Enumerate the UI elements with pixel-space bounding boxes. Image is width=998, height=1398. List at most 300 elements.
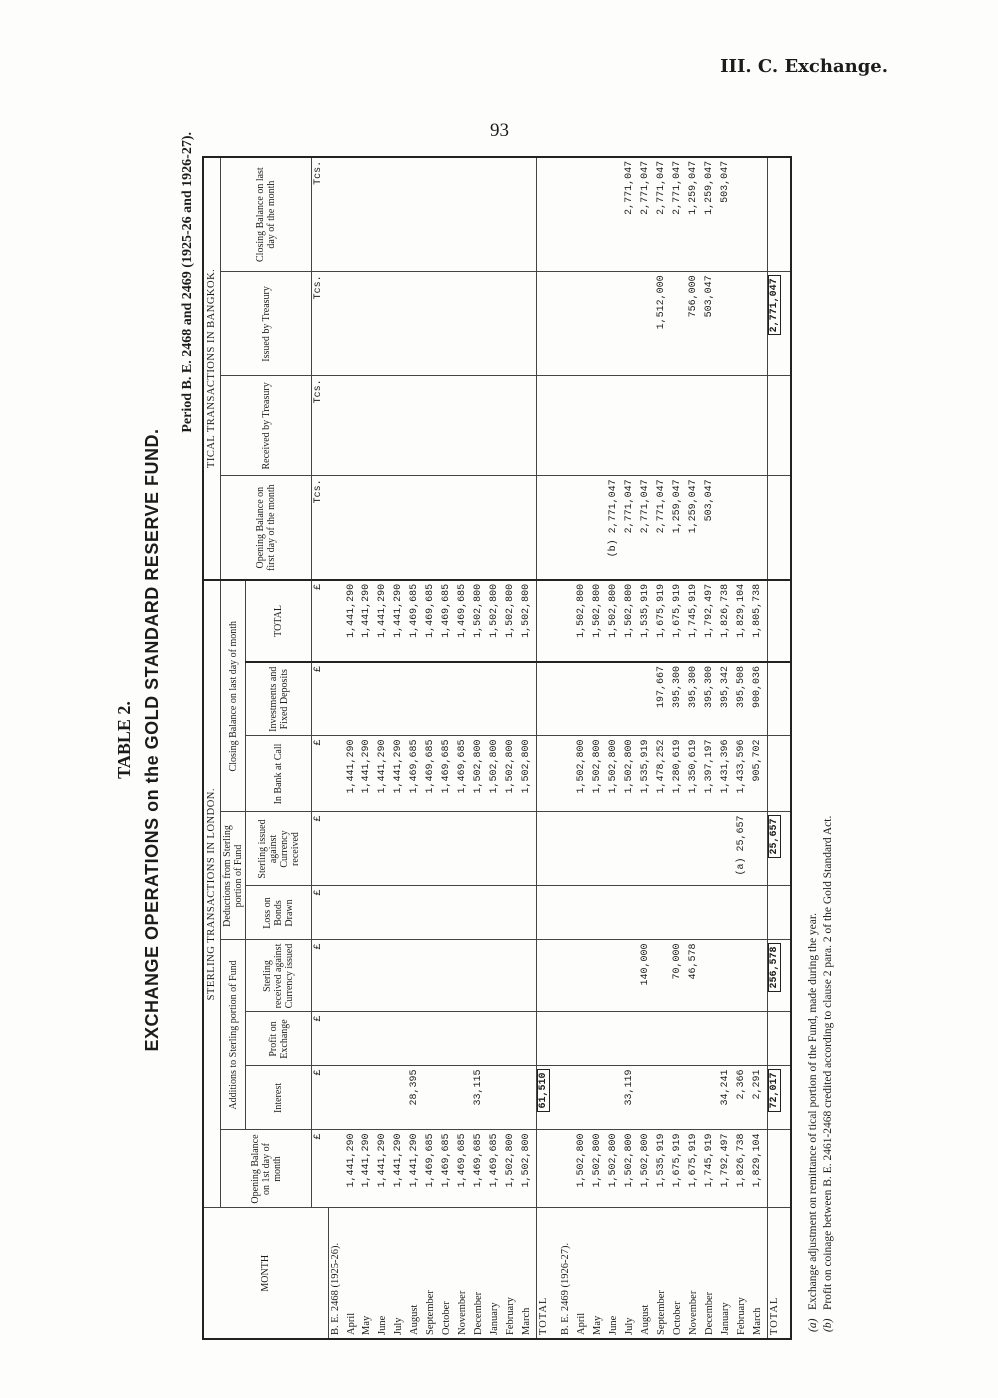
- col-total: TOTAL: [246, 580, 312, 662]
- page-number: 93: [490, 120, 509, 141]
- received-cell: [376, 376, 392, 476]
- month-cell: September: [425, 1290, 437, 1335]
- investments-cell: 395,300: [687, 662, 703, 736]
- profit-cell: [735, 1012, 751, 1066]
- received-cell: [687, 376, 703, 476]
- issued-cell: [591, 272, 607, 376]
- in-bank-cell: 1,469,685: [440, 736, 456, 812]
- investments-cell: 900,036: [751, 662, 768, 736]
- unit-cell: £: [312, 580, 329, 662]
- sterling-issued-cell: [456, 812, 472, 886]
- profit-cell: [607, 1012, 623, 1066]
- tical-opening-cell: 2,771,047: [639, 476, 655, 580]
- col-opening: Opening Balance on 1st day of month: [221, 1130, 312, 1208]
- table-row: [345, 158, 361, 1338]
- sterling-received-cell: [719, 940, 735, 1012]
- profit-cell: [456, 1012, 472, 1066]
- table-row: [623, 158, 639, 1338]
- opening-cell: 1,469,685: [488, 1130, 504, 1208]
- total-row: [537, 158, 560, 1338]
- in-bank-cell: 1,502,800: [520, 736, 537, 812]
- interest-cell: 28,395: [408, 1066, 424, 1130]
- sterling-received-cell: [735, 940, 751, 1012]
- opening-cell: 1,502,800: [607, 1130, 623, 1208]
- total-cell: 1,502,800: [623, 580, 639, 662]
- month-cell: June: [377, 1315, 389, 1335]
- tical-closing-cell: 2,771,047: [639, 158, 655, 272]
- tical-opening-cell: 503,047: [703, 476, 719, 580]
- unit-cell: £: [312, 940, 329, 1012]
- table-row: [575, 158, 591, 1338]
- received-cell: [456, 376, 472, 476]
- interest-cell: [575, 1066, 591, 1130]
- tical-closing-cell: [424, 158, 440, 272]
- col-issued: Issued by Treasury: [221, 272, 312, 376]
- tical-opening-cell: [504, 476, 520, 580]
- period-caption: Period B. E. 2468 and 2469 (1925-26 and 1926-27).: [180, 132, 195, 433]
- loss-cell: [488, 886, 504, 940]
- loss-cell: [504, 886, 520, 940]
- total-cell: 1,502,800: [472, 580, 488, 662]
- interest-cell: [504, 1066, 520, 1130]
- issued-cell: [392, 272, 408, 376]
- sterling-received-cell: [575, 940, 591, 1012]
- interest-cell: [591, 1066, 607, 1130]
- in-bank-cell: 1,441,290: [392, 736, 408, 812]
- col-group-deductions: Deductions from Sterling portion of Fund: [221, 812, 246, 940]
- sterling-issued-cell: [655, 812, 671, 886]
- table-row: [719, 158, 735, 1338]
- loss-cell: [345, 886, 361, 940]
- month-cell: September: [656, 1290, 667, 1335]
- received-cell: [345, 376, 361, 476]
- sterling-received-cell: [751, 940, 768, 1012]
- month-cell: June: [608, 1315, 620, 1335]
- col-month: MONTH: [204, 1208, 328, 1338]
- opening-cell: 1,745,919: [703, 1130, 719, 1208]
- in-bank-cell: 1,441,290: [376, 736, 392, 812]
- profit-cell: [360, 1012, 376, 1066]
- tical-opening-cell: [456, 476, 472, 580]
- opening-cell: 1,502,800: [520, 1130, 537, 1208]
- sterling-issued-cell: [623, 812, 639, 886]
- interest-cell: [488, 1066, 504, 1130]
- col-sterling-issued: Sterling issued against Currency received: [246, 812, 312, 886]
- interest-cell: 2,366: [735, 1066, 751, 1130]
- investments-cell: [408, 662, 424, 736]
- opening-cell: 1,441,290: [408, 1130, 424, 1208]
- tical-opening-cell: [376, 476, 392, 580]
- interest-cell: 33,119: [623, 1066, 639, 1130]
- table-frame: [202, 156, 792, 1340]
- received-cell: [655, 376, 671, 476]
- tical-closing-cell: 2,771,047: [623, 158, 639, 272]
- tical-opening-cell: [575, 476, 591, 580]
- month-cell: March: [521, 1307, 533, 1335]
- received-cell: [575, 376, 591, 476]
- loss-cell: [623, 886, 639, 940]
- investments-cell: [607, 662, 623, 736]
- received-cell: [703, 376, 719, 476]
- interest-cell: [424, 1066, 440, 1130]
- received-cell: [719, 376, 735, 476]
- tical-opening-cell: [488, 476, 504, 580]
- sterling-issued-cell: [607, 812, 623, 886]
- sterling-received-cell: 70,000: [671, 940, 687, 1012]
- tical-opening-cell: 1,259,047: [687, 476, 703, 580]
- in-bank-cell: 1,431,396: [719, 736, 735, 812]
- loss-cell: [607, 886, 623, 940]
- sterling-issued-cell: [687, 812, 703, 886]
- in-bank-cell: 1,535,919: [639, 736, 655, 812]
- tical-opening-cell: [591, 476, 607, 580]
- footnote: (a)Exchange adjustment on remittance of tical portion of the Fund, made during the year.: [807, 913, 819, 1332]
- tical-closing-cell: [456, 158, 472, 272]
- col-group-tical: TICAL TRANSACTIONS IN BANGKOK.: [204, 158, 221, 580]
- month-cell: April: [576, 1312, 588, 1335]
- opening-cell: 1,469,685: [440, 1130, 456, 1208]
- table-row: [440, 158, 456, 1338]
- sterling-received-cell: 46,578: [687, 940, 703, 1012]
- tical-opening-cell: 2,771,047: [655, 476, 671, 580]
- in-bank-cell: 1,469,685: [408, 736, 424, 812]
- unit-cell: £: [312, 886, 329, 940]
- tical-opening-cell: [472, 476, 488, 580]
- unit-cell: £: [312, 662, 329, 736]
- total-cell: 1,502,800: [575, 580, 591, 662]
- received-cell: [520, 376, 537, 476]
- unit-cell: £: [312, 812, 329, 886]
- opening-cell: 1,469,685: [456, 1130, 472, 1208]
- profit-cell: [345, 1012, 361, 1066]
- sterling-received-cell: [488, 940, 504, 1012]
- total-issued: 2,771,047: [768, 275, 781, 335]
- month-cell: March: [751, 1307, 763, 1335]
- tical-opening-cell: (b) 2,771,047: [607, 476, 623, 580]
- month-cell: July: [624, 1317, 636, 1335]
- table-row: [376, 158, 392, 1338]
- loss-cell: [392, 886, 408, 940]
- investments-cell: [488, 662, 504, 736]
- issued-cell: 503,047: [703, 272, 719, 376]
- interest-cell: [392, 1066, 408, 1130]
- investments-cell: [376, 662, 392, 736]
- profit-cell: [392, 1012, 408, 1066]
- issued-cell: [520, 272, 537, 376]
- investments-cell: [520, 662, 537, 736]
- unit-cell: Tcs.: [312, 158, 329, 272]
- interest-cell: [639, 1066, 655, 1130]
- interest-cell: [687, 1066, 703, 1130]
- total-label: TOTAL: [537, 1208, 560, 1338]
- issued-cell: [607, 272, 623, 376]
- opening-cell: 1,469,685: [424, 1130, 440, 1208]
- interest-cell: 33,115: [472, 1066, 488, 1130]
- sterling-received-cell: [472, 940, 488, 1012]
- col-group-closing: Closing Balance on last day of month: [221, 580, 246, 812]
- profit-cell: [751, 1012, 768, 1066]
- profit-cell: [472, 1012, 488, 1066]
- sterling-issued-cell: [575, 812, 591, 886]
- table-row: [655, 158, 671, 1338]
- tical-opening-cell: [424, 476, 440, 580]
- loss-cell: [751, 886, 768, 940]
- col-profit: Profit on Exchange: [246, 1012, 312, 1066]
- table-subtitle: EXCHANGE OPERATIONS on the GOLD STANDARD RESERVE FUND.: [142, 428, 162, 1052]
- tical-closing-cell: [488, 158, 504, 272]
- sterling-received-cell: [655, 940, 671, 1012]
- total-cell: 1,469,685: [440, 580, 456, 662]
- tical-closing-cell: [735, 158, 751, 272]
- loss-cell: [687, 886, 703, 940]
- sterling-received-cell: [504, 940, 520, 1012]
- table-row: [703, 158, 719, 1338]
- in-bank-cell: 1,502,800: [575, 736, 591, 812]
- interest-cell: [703, 1066, 719, 1130]
- sterling-received-cell: 140,000: [639, 940, 655, 1012]
- total-cell: 1,441,290: [360, 580, 376, 662]
- sterling-issued-cell: [719, 812, 735, 886]
- table-row: [687, 158, 703, 1338]
- loss-cell: [703, 886, 719, 940]
- loss-cell: [440, 886, 456, 940]
- in-bank-cell: 1,502,800: [623, 736, 639, 812]
- tical-opening-cell: [751, 476, 768, 580]
- interest-cell: 34,241: [719, 1066, 735, 1130]
- tical-opening-cell: [392, 476, 408, 580]
- total-cell: 1,502,800: [607, 580, 623, 662]
- col-received: Received by Treasury: [221, 376, 312, 476]
- month-cell: May: [361, 1315, 373, 1335]
- received-cell: [751, 376, 768, 476]
- investments-cell: [440, 662, 456, 736]
- in-bank-cell: 1,469,685: [424, 736, 440, 812]
- received-cell: [408, 376, 424, 476]
- month-cell: April: [345, 1312, 357, 1335]
- tical-closing-cell: [392, 158, 408, 272]
- sterling-received-cell: [424, 940, 440, 1012]
- col-sterling-received: Sterling received against Currency issued: [246, 940, 312, 1012]
- opening-cell: 1,675,919: [687, 1130, 703, 1208]
- received-cell: [424, 376, 440, 476]
- in-bank-cell: 1,502,800: [504, 736, 520, 812]
- tical-closing-cell: [607, 158, 623, 272]
- total-cell: 1,826,738: [719, 580, 735, 662]
- table-row: [639, 158, 655, 1338]
- total-interest: 61,510: [537, 1070, 550, 1112]
- opening-cell: 1,441,290: [360, 1130, 376, 1208]
- total-cell: 1,675,919: [655, 580, 671, 662]
- sterling-issued-cell: [504, 812, 520, 886]
- unit-cell: Tcs.: [312, 376, 329, 476]
- sterling-received-cell: [345, 940, 361, 1012]
- received-cell: [360, 376, 376, 476]
- issued-cell: [751, 272, 768, 376]
- profit-cell: [376, 1012, 392, 1066]
- sterling-received-cell: [703, 940, 719, 1012]
- loss-cell: [520, 886, 537, 940]
- issued-cell: [488, 272, 504, 376]
- opening-cell: 1,502,800: [639, 1130, 655, 1208]
- tical-closing-cell: [472, 158, 488, 272]
- loss-cell: [719, 886, 735, 940]
- col-group-sterling: STERLING TRANSACTIONS IN LONDON.: [204, 580, 221, 1208]
- table-row: [408, 158, 424, 1338]
- received-cell: [623, 376, 639, 476]
- total-cell: 1,675,919: [671, 580, 687, 662]
- issued-cell: [345, 272, 361, 376]
- in-bank-cell: 1,502,800: [591, 736, 607, 812]
- month-cell: August: [409, 1304, 421, 1335]
- in-bank-cell: 1,280,619: [671, 736, 687, 812]
- loss-cell: [591, 886, 607, 940]
- month-cell: August: [640, 1304, 652, 1335]
- sterling-issued-cell: [345, 812, 361, 886]
- footnotes: [806, 816, 836, 1332]
- tical-closing-cell: [408, 158, 424, 272]
- period-label: B. E. 2468 (1925-26).: [329, 1242, 341, 1335]
- opening-cell: 1,829,104: [751, 1130, 768, 1208]
- profit-cell: [655, 1012, 671, 1066]
- in-bank-cell: 1,441,290: [360, 736, 376, 812]
- unit-cell: £: [312, 1066, 329, 1130]
- interest-cell: [345, 1066, 361, 1130]
- total-cell: 1,829,104: [735, 580, 751, 662]
- table-row: [392, 158, 408, 1338]
- col-group-additions: Additions to Sterling portion of Fund: [221, 940, 246, 1130]
- issued-cell: [504, 272, 520, 376]
- profit-cell: [488, 1012, 504, 1066]
- loss-cell: [671, 886, 687, 940]
- sterling-received-cell: [360, 940, 376, 1012]
- investments-cell: [639, 662, 655, 736]
- total-label: TOTAL: [768, 1208, 791, 1338]
- month-cell: December: [703, 1291, 715, 1335]
- total-cell: 1,502,800: [520, 580, 537, 662]
- received-cell: [488, 376, 504, 476]
- sterling-issued-cell: [472, 812, 488, 886]
- month-cell: January: [489, 1302, 501, 1335]
- total-cell: 1,792,497: [703, 580, 719, 662]
- table-row: [472, 158, 488, 1338]
- total-cell: 1,441,290: [345, 580, 361, 662]
- opening-cell: 1,469,685: [472, 1130, 488, 1208]
- interest-cell: [671, 1066, 687, 1130]
- footnote: (b)Profit on coinage between B. E. 2461-2468 credited according to clause 2 para. 2 of the Gold Standard Act.: [822, 815, 834, 1332]
- sterling-received-cell: [376, 940, 392, 1012]
- table-row: [735, 158, 751, 1338]
- loss-cell: [376, 886, 392, 940]
- investments-cell: 395,342: [719, 662, 735, 736]
- sterling-received-cell: [456, 940, 472, 1012]
- col-interest: Interest: [246, 1066, 312, 1130]
- table-row: [520, 158, 537, 1338]
- loss-cell: [735, 886, 751, 940]
- loss-cell: [655, 886, 671, 940]
- investments-cell: [591, 662, 607, 736]
- total-row: [768, 158, 791, 1338]
- in-bank-cell: 1,397,197: [703, 736, 719, 812]
- month-cell: October: [671, 1301, 683, 1335]
- col-in-bank: In Bank at Call: [246, 736, 312, 812]
- in-bank-cell: 1,350,619: [687, 736, 703, 812]
- tical-opening-cell: 1,259,047: [671, 476, 687, 580]
- issued-cell: [623, 272, 639, 376]
- profit-cell: [623, 1012, 639, 1066]
- month-cell: May: [592, 1315, 604, 1335]
- in-bank-cell: 1,469,685: [456, 736, 472, 812]
- month-cell: November: [687, 1290, 699, 1335]
- investments-cell: [575, 662, 591, 736]
- opening-cell: 1,826,738: [735, 1130, 751, 1208]
- unit-cell: Tcs.: [312, 272, 329, 376]
- unit-cell: £: [312, 1012, 329, 1066]
- tical-closing-cell: 1,259,047: [687, 158, 703, 272]
- sterling-issued-cell: [591, 812, 607, 886]
- issued-cell: [360, 272, 376, 376]
- tical-closing-cell: [360, 158, 376, 272]
- tical-closing-cell: [440, 158, 456, 272]
- sterling-issued-cell: (a) 25,657: [735, 812, 751, 886]
- received-cell: [607, 376, 623, 476]
- investments-cell: [504, 662, 520, 736]
- col-tical-opening: Opening Balance on first day of the month: [221, 476, 312, 580]
- table-row: [360, 158, 376, 1338]
- in-bank-cell: 1,502,800: [607, 736, 623, 812]
- sterling-issued-cell: [639, 812, 655, 886]
- total-cell: 1,745,919: [687, 580, 703, 662]
- opening-cell: 1,535,919: [655, 1130, 671, 1208]
- tical-closing-cell: [376, 158, 392, 272]
- tical-opening-cell: [408, 476, 424, 580]
- table-row: [488, 158, 504, 1338]
- sterling-received-cell: [591, 940, 607, 1012]
- tical-opening-cell: [440, 476, 456, 580]
- tical-closing-cell: 503,047: [719, 158, 735, 272]
- issued-cell: 756,000: [687, 272, 703, 376]
- total-cell: 1,502,800: [591, 580, 607, 662]
- table-row: [671, 158, 687, 1338]
- issued-cell: [719, 272, 735, 376]
- total-sterling-received: 256,578: [768, 944, 781, 992]
- month-cell: February: [735, 1297, 747, 1335]
- col-investments: Investments and Fixed Deposits: [246, 662, 312, 736]
- tical-closing-cell: [520, 158, 537, 272]
- profit-cell: [520, 1012, 537, 1066]
- tical-opening-cell: [520, 476, 537, 580]
- rotated-table-page: [106, 130, 892, 1350]
- profit-cell: [408, 1012, 424, 1066]
- tical-closing-cell: [575, 158, 591, 272]
- tical-opening-cell: [360, 476, 376, 580]
- opening-cell: 1,502,800: [575, 1130, 591, 1208]
- total-cell: 1,469,685: [408, 580, 424, 662]
- received-cell: [472, 376, 488, 476]
- profit-cell: [591, 1012, 607, 1066]
- sterling-received-cell: [607, 940, 623, 1012]
- loss-cell: [472, 886, 488, 940]
- table-row: [504, 158, 520, 1338]
- tical-closing-cell: 1,259,047: [703, 158, 719, 272]
- received-cell: [392, 376, 408, 476]
- tical-closing-cell: 2,771,047: [671, 158, 687, 272]
- profit-cell: [671, 1012, 687, 1066]
- sterling-received-cell: [392, 940, 408, 1012]
- sterling-issued-cell: [392, 812, 408, 886]
- profit-cell: [639, 1012, 655, 1066]
- sterling-issued-cell: [520, 812, 537, 886]
- loss-cell: [424, 886, 440, 940]
